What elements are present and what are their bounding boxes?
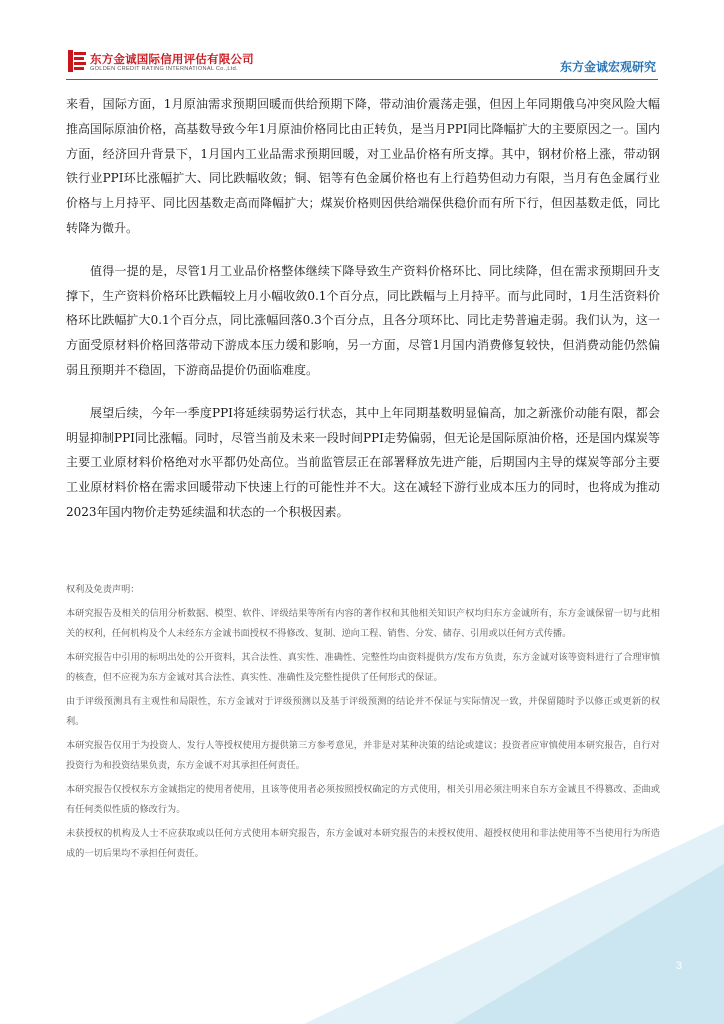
company-name-cn: 东方金诚国际信用评估有限公司 bbox=[90, 52, 254, 66]
report-body bbox=[66, 92, 660, 543]
report-series-title: 东方金诚宏观研究 bbox=[559, 60, 656, 74]
company-logo-icon bbox=[68, 50, 86, 72]
disclaimer-item: 未获授权的机构及人士不应获取或以任何方式使用本研究报告，东方金诚对本研究报告的未授权使用、超授权使用和非法使用等不当使用行为所造成的一切后果均不承担任何责任。 bbox=[66, 828, 660, 859]
body-paragraph: 来看，国际方面，1月原油需求预期回暖而供给预期下降，带动油价震荡走强，但因上年同期俄乌冲突风险大幅推高国际原油价格，高基数导致今年1月原油价格同比由正转负，是当月PPI同比降幅扩大的主要原因之一。国内方面，经济回升背景下，1月国内工业品需求预期回暖，对工业品价格有所支撑。其中，钢材价格上涨，带动钢铁行业PPI环比涨幅扩大、同比跌幅收敛；铜、铝等有色金属价格也有上行趋势但动力有限，当月有色金属行业价格与上月持平、同比因基数走高而降幅扩大；煤炭价格则因供给端保供稳价而有所下行，但因基数走低，同比转降为微升。 bbox=[66, 97, 660, 235]
disclaimer-title: 权利及免责声明： bbox=[66, 584, 140, 595]
header-divider bbox=[66, 79, 658, 80]
body-paragraph: 值得一提的是，尽管1月工业品价格整体继续下降导致生产资料价格环比、同比续降，但在需求预期回升支撑下，生产资料价格环比跌幅较上月小幅收敛0.1个百分点，同比跌幅与上月持平。而与此同时，1月生活资料价格环比跌幅扩大0.1个百分点，同比涨幅回落0.3个百分点，且各分项环比、同比走势普遍走弱。我们认为，这一方面受原材料价格回落带动下游成本压力缓和影响，另一方面，尽管1月国内消费修复较快，但消费动能仍然偏弱且预期并不稳固，下游商品提价仍面临难度。 bbox=[66, 263, 660, 377]
page-header bbox=[0, 0, 724, 80]
disclaimer-item: 本研究报告仅用于为投资人、发行人等授权使用方提供第三方参考意见，并非是对某种决策的结论或建议；投资者应审慎使用本研究报告，自行对投资行为和投资结果负责，东方金诚不对其承担任何责任。 bbox=[66, 740, 660, 771]
corner-decoration bbox=[304, 824, 724, 1024]
page-number: 3 bbox=[675, 960, 682, 972]
disclaimer-item: 本研究报告中引用的标明出处的公开资料，其合法性、真实性、准确性、完整性均由资料提供方/发布方负责，东方金诚对该等资料进行了合理审慎的核查，但不应视为东方金诚对其合法性、真实性、准确性及完整性提供了任何形式的保证。 bbox=[66, 652, 660, 683]
disclaimer-item: 由于评级预测具有主观性和局限性，东方金诚对于评级预测以及基于评级预测的结论并不保证与实际情况一致，并保留随时予以修正或更新的权利。 bbox=[66, 696, 660, 727]
disclaimer-item: 本研究报告仅授权东方金诚指定的使用者使用，且该等使用者必须按照授权确定的方式使用，相关引用必须注明来自东方金诚且不得篡改、歪曲或有任何类似性质的修改行为。 bbox=[66, 784, 660, 815]
company-name-en: GOLDEN CREDIT RATING INTERNATIONAL Co.,Ltd. bbox=[90, 66, 238, 72]
body-paragraph: 展望后续，今年一季度PPI将延续弱势运行状态，其中上年同期基数明显偏高，加之新涨价动能有限，都会明显抑制PPI同比涨幅。同时，尽管当前及未来一段时间PPI走势偏弱，但无论是国际原油价格，还是国内煤炭等主要工业原材料价格绝对水平都仍处高位。当前监管层正在部署释放先进产能，后期国内主导的煤炭等部分主要工业原材料价格在需求回暖带动下快速上行的可能性并不大。这在减轻下游行业成本压力的同时，也将成为推动2023年国内物价走势延续温和状态的一个积极因素。 bbox=[66, 405, 660, 519]
disclaimer-item: 本研究报告及相关的信用分析数据、模型、软件、评级结果等所有内容的著作权和其他相关知识产权均归东方金诚所有，东方金诚保留一切与此相关的权利，任何机构及个人未经东方金诚书面授权不得修改、复制、逆向工程、销售、分发、储存、引用或以任何方式传播。 bbox=[66, 608, 660, 639]
